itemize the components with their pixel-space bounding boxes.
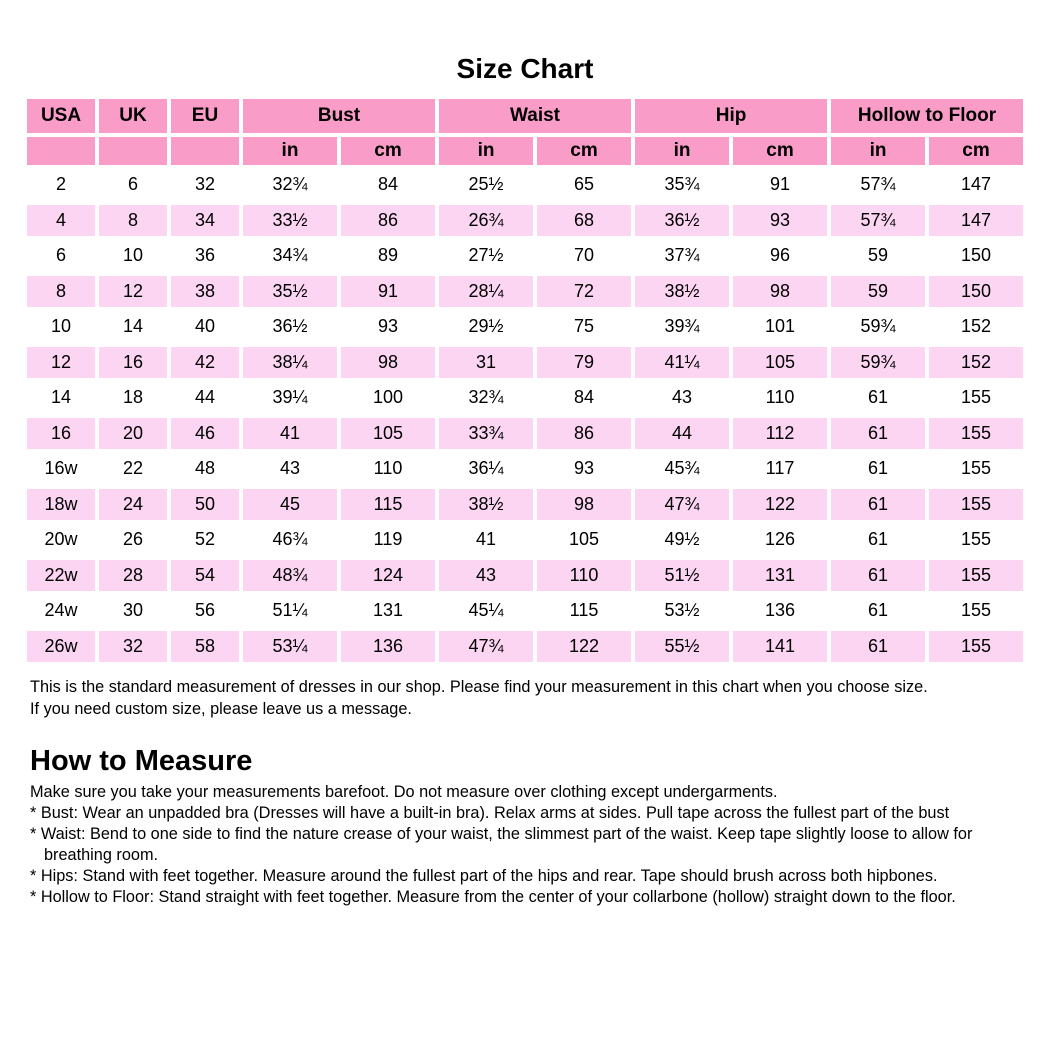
size-cell: 155 [929, 631, 1023, 663]
unit-header: cm [733, 137, 827, 165]
size-cell: 48¾ [243, 560, 337, 592]
size-cell: 26w [27, 631, 95, 663]
size-cell: 117 [733, 453, 827, 485]
size-cell: 61 [831, 631, 925, 663]
size-cell: 68 [537, 205, 631, 237]
unit-header [171, 137, 239, 165]
page-title: Size Chart [456, 53, 594, 84]
measure-intro: Make sure you take your measurements barefoot. Do not measure over clothing except undergarments. [30, 783, 778, 801]
size-cell: 41¼ [635, 347, 729, 379]
size-cell: 45 [243, 489, 337, 521]
size-cell: 38½ [439, 489, 533, 521]
size-cell: 53¼ [243, 631, 337, 663]
size-cell: 61 [831, 560, 925, 592]
size-cell: 35¾ [635, 169, 729, 201]
size-cell: 38½ [635, 276, 729, 308]
size-cell: 147 [929, 169, 1023, 201]
size-cell: 86 [537, 418, 631, 450]
size-row [27, 276, 1023, 308]
size-row [27, 595, 1023, 627]
measure-item-bust: * Bust: Wear an unpadded bra (Dresses will have a built-in bra). Relax arms at sides. Pull tape across the fullest part of the bust [30, 804, 950, 822]
size-cell: 12 [99, 276, 167, 308]
size-cell: 55½ [635, 631, 729, 663]
size-row [27, 347, 1023, 379]
size-cell: 38 [171, 276, 239, 308]
column-group-header: Hollow to Floor [831, 99, 1023, 133]
size-cell: 22w [27, 560, 95, 592]
size-cell: 91 [733, 169, 827, 201]
size-cell: 45¼ [439, 595, 533, 627]
size-cell: 105 [537, 524, 631, 556]
standard-measurement-notes [30, 676, 1042, 720]
size-cell: 61 [831, 453, 925, 485]
size-cell: 36¼ [439, 453, 533, 485]
column-group-header: USA [27, 99, 95, 133]
size-cell: 35½ [243, 276, 337, 308]
size-cell: 119 [341, 524, 435, 556]
size-cell: 42 [171, 347, 239, 379]
size-cell: 155 [929, 489, 1023, 521]
size-cell: 131 [341, 595, 435, 627]
size-cell: 54 [171, 560, 239, 592]
size-cell: 98 [733, 276, 827, 308]
size-cell: 59¾ [831, 347, 925, 379]
size-cell: 8 [27, 276, 95, 308]
size-cell: 57¾ [831, 205, 925, 237]
size-cell: 16 [99, 347, 167, 379]
table-header [27, 99, 1023, 165]
size-cell: 61 [831, 524, 925, 556]
size-cell: 61 [831, 382, 925, 414]
size-row [27, 382, 1023, 414]
size-cell: 59¾ [831, 311, 925, 343]
size-cell: 115 [537, 595, 631, 627]
size-cell: 4 [27, 205, 95, 237]
size-cell: 122 [733, 489, 827, 521]
size-cell: 48 [171, 453, 239, 485]
size-cell: 150 [929, 276, 1023, 308]
size-cell: 136 [341, 631, 435, 663]
size-cell: 155 [929, 382, 1023, 414]
size-cell: 86 [341, 205, 435, 237]
size-cell: 61 [831, 489, 925, 521]
size-cell: 59 [831, 240, 925, 272]
size-cell: 32 [171, 169, 239, 201]
size-cell: 39¼ [243, 382, 337, 414]
size-cell: 14 [99, 311, 167, 343]
size-cell: 26¾ [439, 205, 533, 237]
size-cell: 51½ [635, 560, 729, 592]
unit-header: in [635, 137, 729, 165]
how-to-measure-heading: How to Measure [30, 745, 253, 777]
size-cell: 36½ [635, 205, 729, 237]
column-group-header: Waist [439, 99, 631, 133]
size-cell: 93 [341, 311, 435, 343]
size-cell: 39¾ [635, 311, 729, 343]
size-cell: 56 [171, 595, 239, 627]
size-cell: 122 [537, 631, 631, 663]
size-cell: 53½ [635, 595, 729, 627]
size-cell: 58 [171, 631, 239, 663]
size-cell: 33¾ [439, 418, 533, 450]
size-cell: 32¾ [243, 169, 337, 201]
size-chart-table [23, 95, 1027, 666]
size-cell: 110 [341, 453, 435, 485]
size-cell: 136 [733, 595, 827, 627]
size-cell: 28¼ [439, 276, 533, 308]
size-row [27, 560, 1023, 592]
size-cell: 61 [831, 418, 925, 450]
size-cell: 46¾ [243, 524, 337, 556]
size-cell: 79 [537, 347, 631, 379]
size-cell: 57¾ [831, 169, 925, 201]
size-cell: 47¾ [439, 631, 533, 663]
size-cell: 61 [831, 595, 925, 627]
size-cell: 34 [171, 205, 239, 237]
size-cell: 105 [733, 347, 827, 379]
how-to-measure-instructions [30, 782, 1042, 908]
group-header-row [27, 99, 1023, 133]
size-cell: 155 [929, 453, 1023, 485]
size-cell: 65 [537, 169, 631, 201]
table-body [27, 169, 1023, 662]
size-row [27, 169, 1023, 201]
size-cell: 37¾ [635, 240, 729, 272]
size-cell: 38¼ [243, 347, 337, 379]
size-cell: 10 [99, 240, 167, 272]
size-cell: 16w [27, 453, 95, 485]
size-cell: 26 [99, 524, 167, 556]
size-cell: 141 [733, 631, 827, 663]
size-cell: 6 [27, 240, 95, 272]
size-cell: 155 [929, 524, 1023, 556]
size-cell: 24w [27, 595, 95, 627]
size-cell: 24 [99, 489, 167, 521]
size-cell: 150 [929, 240, 1023, 272]
size-cell: 43 [635, 382, 729, 414]
size-row [27, 240, 1023, 272]
size-cell: 51¼ [243, 595, 337, 627]
measure-item-hollow-to-floor: * Hollow to Floor: Stand straight with feet together. Measure from the center of your collarbone (hollow) straight down to the floor. [30, 888, 956, 906]
size-cell: 34¾ [243, 240, 337, 272]
size-cell: 31 [439, 347, 533, 379]
size-row [27, 524, 1023, 556]
size-cell: 29½ [439, 311, 533, 343]
size-cell: 40 [171, 311, 239, 343]
unit-header: in [243, 137, 337, 165]
size-cell: 46 [171, 418, 239, 450]
size-cell: 33½ [243, 205, 337, 237]
unit-header [27, 137, 95, 165]
unit-header: cm [341, 137, 435, 165]
size-cell: 50 [171, 489, 239, 521]
size-cell: 20 [99, 418, 167, 450]
size-cell: 96 [733, 240, 827, 272]
size-cell: 91 [341, 276, 435, 308]
note-line: If you need custom size, please leave us a message. [30, 700, 412, 718]
size-cell: 89 [341, 240, 435, 272]
size-cell: 36 [171, 240, 239, 272]
size-cell: 98 [537, 489, 631, 521]
size-cell: 100 [341, 382, 435, 414]
size-cell: 110 [733, 382, 827, 414]
size-cell: 112 [733, 418, 827, 450]
size-cell: 10 [27, 311, 95, 343]
column-group-header: Hip [635, 99, 827, 133]
size-cell: 18 [99, 382, 167, 414]
size-cell: 72 [537, 276, 631, 308]
size-cell: 49½ [635, 524, 729, 556]
unit-header: in [831, 137, 925, 165]
size-row [27, 205, 1023, 237]
size-cell: 47¾ [635, 489, 729, 521]
size-cell: 36½ [243, 311, 337, 343]
size-cell: 84 [341, 169, 435, 201]
size-cell: 115 [341, 489, 435, 521]
size-cell: 43 [439, 560, 533, 592]
unit-header-row [27, 137, 1023, 165]
note-line: This is the standard measurement of dresses in our shop. Please find your measurement in this chart when you choose size. [30, 678, 928, 696]
unit-header: cm [929, 137, 1023, 165]
size-cell: 147 [929, 205, 1023, 237]
size-row [27, 311, 1023, 343]
size-cell: 105 [341, 418, 435, 450]
size-cell: 41 [439, 524, 533, 556]
measure-item-waist: * Waist: Bend to one side to find the nature crease of your waist, the slimmest part of the waist. Keep tape slightly loose to allow for breathing room. [30, 825, 973, 864]
unit-header: in [439, 137, 533, 165]
size-cell: 27½ [439, 240, 533, 272]
size-cell: 32¾ [439, 382, 533, 414]
size-cell: 6 [99, 169, 167, 201]
size-cell: 44 [635, 418, 729, 450]
size-cell: 75 [537, 311, 631, 343]
column-group-header: EU [171, 99, 239, 133]
size-cell: 59 [831, 276, 925, 308]
size-cell: 93 [733, 205, 827, 237]
size-cell: 41 [243, 418, 337, 450]
size-cell: 14 [27, 382, 95, 414]
size-cell: 101 [733, 311, 827, 343]
size-cell: 44 [171, 382, 239, 414]
size-cell: 110 [537, 560, 631, 592]
size-row [27, 489, 1023, 521]
size-cell: 18w [27, 489, 95, 521]
size-row [27, 453, 1023, 485]
measure-item-hips: * Hips: Stand with feet together. Measure around the fullest part of the hips and rear. Tape should brush across both hipbones. [30, 867, 938, 885]
size-cell: 155 [929, 560, 1023, 592]
size-cell: 20w [27, 524, 95, 556]
size-cell: 16 [27, 418, 95, 450]
size-row [27, 631, 1023, 663]
size-cell: 12 [27, 347, 95, 379]
size-row [27, 418, 1023, 450]
size-cell: 52 [171, 524, 239, 556]
size-cell: 93 [537, 453, 631, 485]
size-cell: 70 [537, 240, 631, 272]
size-cell: 28 [99, 560, 167, 592]
size-cell: 32 [99, 631, 167, 663]
size-cell: 22 [99, 453, 167, 485]
size-cell: 124 [341, 560, 435, 592]
size-cell: 98 [341, 347, 435, 379]
column-group-header: Bust [243, 99, 435, 133]
unit-header [99, 137, 167, 165]
size-cell: 152 [929, 347, 1023, 379]
size-cell: 131 [733, 560, 827, 592]
unit-header: cm [537, 137, 631, 165]
size-cell: 155 [929, 418, 1023, 450]
size-cell: 8 [99, 205, 167, 237]
size-cell: 2 [27, 169, 95, 201]
column-group-header: UK [99, 99, 167, 133]
size-cell: 155 [929, 595, 1023, 627]
size-cell: 45¾ [635, 453, 729, 485]
size-cell: 43 [243, 453, 337, 485]
size-cell: 25½ [439, 169, 533, 201]
size-cell: 30 [99, 595, 167, 627]
size-cell: 152 [929, 311, 1023, 343]
size-cell: 84 [537, 382, 631, 414]
size-cell: 126 [733, 524, 827, 556]
